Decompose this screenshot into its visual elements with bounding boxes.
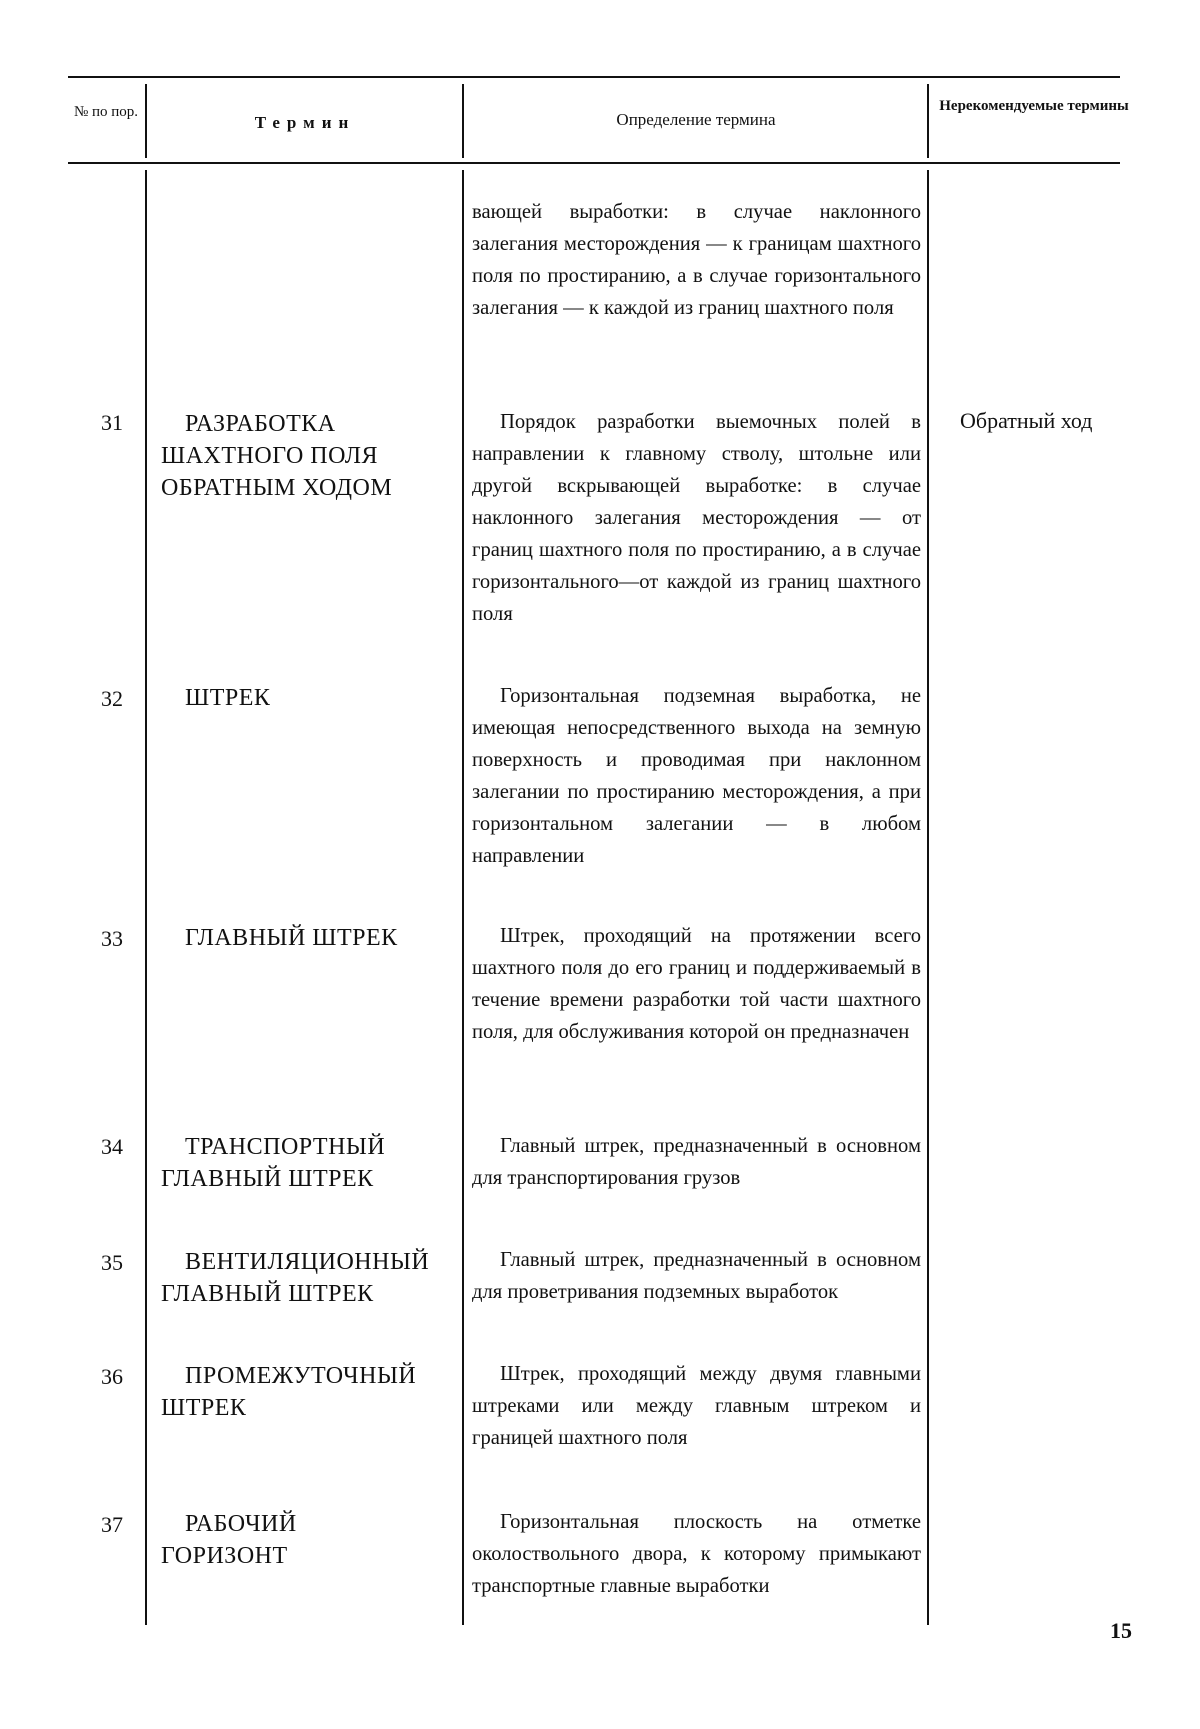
header-not-recommended: Нерекомендуемые термины: [939, 98, 1129, 114]
row-37-number: 37: [101, 1512, 123, 1537]
row-31-definition: Порядок разработки выемочных полей в направлении к главному стволу, штольне или другой вскрывающей выработке: в случае наклонного залегания месторождения — от границ шахтного поля по простиранию, а в случае горизонтального—от каждой из границ шахтного поля: [472, 411, 921, 625]
header-term: Термин: [254, 113, 356, 132]
row-35-term: ВЕНТИЛЯЦИОННЫЙ ГЛАВНЫЙ ШТРЕК: [161, 1249, 430, 1307]
header-top-rule: [68, 76, 1120, 78]
header-divider-3: [927, 84, 929, 158]
row-36-number: 36: [101, 1364, 123, 1389]
page-number: 15: [1110, 1618, 1132, 1643]
row-32-definition: Горизонтальная подземная выработка, не имеющая непосредственного выхода на земную поверхность и проводимая при наклонном залегании по простиранию месторождения, а при горизонтальном залегании — в любом направлении: [472, 685, 921, 867]
row-31-number: 31: [101, 410, 123, 435]
row-37-term: РАБОЧИЙ ГОРИЗОНТ: [161, 1511, 297, 1569]
header-divider-1: [145, 84, 147, 158]
column-divider-3: [927, 170, 929, 1625]
row-34-term: ТРАНСПОРТНЫЙ ГЛАВНЫЙ ШТРЕК: [161, 1134, 386, 1192]
header-definition: Определение термина: [616, 110, 776, 129]
row-36-definition: Штрек, проходящий между двумя главными штреками или между главным штреком и границей шахтного поля: [472, 1363, 921, 1449]
definition-continuation: вающей выработки: в случае наклонного залегания месторождения — к границам шахтного поля по простиранию, а в случае горизонтального залегания — к каждой из границ шахтного поля: [472, 201, 921, 319]
row-33-term: ГЛАВНЫЙ ШТРЕК: [185, 925, 398, 951]
row-34-definition: Главный штрек, предназначенный в основном для транспортирования грузов: [472, 1135, 921, 1189]
header-bottom-rule: [68, 162, 1120, 164]
header-number: № по пор.: [73, 104, 139, 120]
row-33-definition: Штрек, проходящий на протяжении всего шахтного поля до его границ и поддерживаемый в течение времени разработки той части шахтного поля, для обслуживания которой он предназначен: [472, 925, 921, 1043]
row-36-term: ПРОМЕЖУТОЧНЫЙ ШТРЕК: [161, 1363, 417, 1421]
row-34-number: 34: [101, 1134, 123, 1159]
row-35-number: 35: [101, 1250, 123, 1275]
column-divider-1: [145, 170, 147, 1625]
row-33-number: 33: [101, 926, 123, 951]
row-32-number: 32: [101, 686, 123, 711]
row-35-definition: Главный штрек, предназначенный в основном для проветривания подземных выработок: [472, 1249, 921, 1303]
row-32-term: ШТРЕК: [185, 685, 271, 711]
header-divider-2: [462, 84, 464, 158]
row-31-term: РАЗРАБОТКА ШАХТНОГО ПОЛЯ ОБРАТНЫМ ХОДОМ: [161, 411, 393, 501]
row-31-not-recommended: Обратный ход: [960, 408, 1093, 433]
row-37-definition: Горизонтальная плоскость на отметке околоствольного двора, к которому примыкают транспортные главные выработки: [472, 1511, 921, 1597]
